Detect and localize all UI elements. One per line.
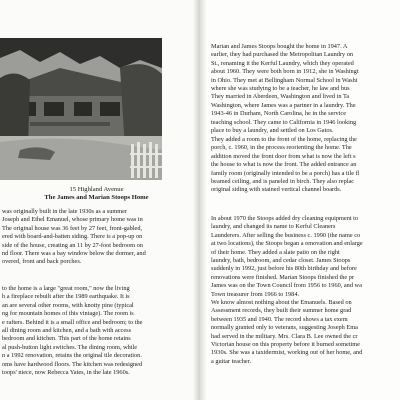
text-line: ered with board-and-batten siding. There is a pop-up on [2, 233, 143, 241]
text-line: James was on the Town Council from 1956 to 1960, and wa [211, 282, 362, 290]
text-line: laundry, bath, bedroom, and cedar closet. James Stoops [211, 256, 351, 264]
text-line: place to buy a laundry, and settled on Los Gatos. [211, 126, 334, 134]
text-line: bedroom and kitchen. This part of the home retains [2, 335, 131, 343]
text-line: suddenly in 1992, just before his 80th birthday and before [211, 265, 357, 273]
text-line: family room (originally intended to be a porch) has a tile fl [211, 169, 360, 177]
photo-caption-title: The James and Marian Stoops Home [44, 194, 149, 201]
text-line: all dining room and kitchen, and a bath with access [2, 326, 132, 334]
text-line: renovations were finished. Marian Stoops finished the pr [211, 273, 355, 281]
book-gutter [193, 0, 207, 400]
text-line: Launderers. After selling the business c. 1990 (the name co [211, 231, 361, 239]
text-line: nd floor. There was a bay window below the dormer, and [2, 249, 146, 257]
text-line: was originally built in the late 1930s as a summer [2, 208, 128, 215]
left-page [0, 0, 193, 400]
text-line: normally granted only to veterans, suggesting Joseph Ema [211, 324, 358, 332]
text-line: In about 1970 the Stoops added dry cleaning equipment to [211, 215, 359, 222]
text-line: porch, c. 1960, in the process reorienting the home. The [211, 144, 352, 152]
text-line: about 1960. They were both born in 1912, she in Washingt [211, 68, 359, 76]
text-line: had served in the military. Mrs. Clara B. Lee owned the cr [211, 332, 358, 340]
text-line: Victorian house on this property before it burned sometime [211, 340, 360, 348]
left-paragraph-1 [2, 208, 146, 267]
text-line: ng for mountain homes of this vintage). The room is [2, 310, 134, 318]
text-line: 1930s. She was a taxidermist, working out of her home, and [211, 349, 363, 357]
text-line: between 1935 and 1940. The record shows a tax exem [211, 315, 348, 323]
text-line: They married in Aberdeen, Washington and lived in Ta [211, 93, 350, 101]
text-line: St., renaming it the Kerful Laundry, which they operated [211, 59, 354, 67]
photo-caption-address: 15 Highland Avenue [69, 186, 124, 193]
text-line: Marian and James Stoops bought the home in 1947. A [211, 43, 348, 50]
text-line: They added a room to the front of the home, replacing the [211, 136, 357, 143]
text-line: a guitar teacher. [211, 357, 252, 365]
right-paragraph-4 [211, 299, 362, 366]
text-line: to the home is a large "great room," now the living [2, 285, 130, 292]
text-line: al push-button light switches. The dining room, while [2, 343, 138, 351]
text-line: We know almost nothing about the Emanuels. Based on [211, 299, 352, 306]
text-line: The original house was 36 feet by 27 feet, front-gabled, [2, 224, 143, 232]
text-line: in Ohio. They met at Bellingham Normal School in Washi [211, 76, 358, 84]
text-line: teaching school. They came to California in 1946 looking [211, 118, 357, 126]
text-line: beamed ceiling, and is paneled in birch. They also replac [211, 177, 355, 185]
text-line: overed, front and back porches. [2, 258, 82, 266]
text-line: an are several other rooms, with knotty pine (typical [2, 301, 134, 309]
text-line: where she was studying to be a teacher, he law and bus [211, 84, 350, 92]
text-line: the house to what is now the front. The added entrance an [211, 161, 357, 169]
text-line: side of the house, creating an 11 by 27-foot bedroom on [2, 241, 143, 249]
right-page [207, 0, 400, 400]
text-line: n a 1992 renovation, retains the original tile decoration. [2, 352, 142, 360]
text-line: earlier, they had purchased the Metropolitan Laundry on [211, 51, 354, 59]
right-paragraph-3 [211, 215, 363, 299]
text-line: e rafters. Behind it is a small office and bedroom; to the [2, 318, 143, 326]
text-line: Assessment records, they built their summer home grad [211, 307, 352, 315]
text-line: Joseph and Ethel Emanuel, whose primary home was in [2, 216, 143, 224]
text-line: toops' niece, now Rebecca Yates, in the late 1960s. [2, 368, 130, 376]
text-line: oms have hardwood floors. The kitchen was redesigned [2, 360, 143, 368]
left-paragraph-2 [2, 285, 142, 377]
text-line: at two locations), the Stoops began a renovation and enlarge [211, 240, 363, 248]
text-line: original siding with stained vertical channel boards. [211, 186, 342, 194]
text-line: Town treasurer from 1966 to 1984. [211, 290, 300, 298]
right-paragraph-1 [211, 43, 359, 135]
text-line: Washington, where James was a partner in a laundry. The [211, 101, 356, 109]
house-photo [0, 38, 162, 180]
text-line: laundry, and changed its name to Kerful Cleaners [211, 223, 336, 231]
right-paragraph-2 [211, 136, 359, 195]
text-line: 1943-46 in Durham, North Carolina, he in the service [211, 110, 346, 118]
text-line: of their home. They added a slate patio on the right [211, 248, 340, 256]
text-line: addition moved the front door from what is now the left s [211, 152, 356, 160]
text-line: h a fireplace rebuilt after the 1989 earthquake. It is [2, 293, 130, 301]
